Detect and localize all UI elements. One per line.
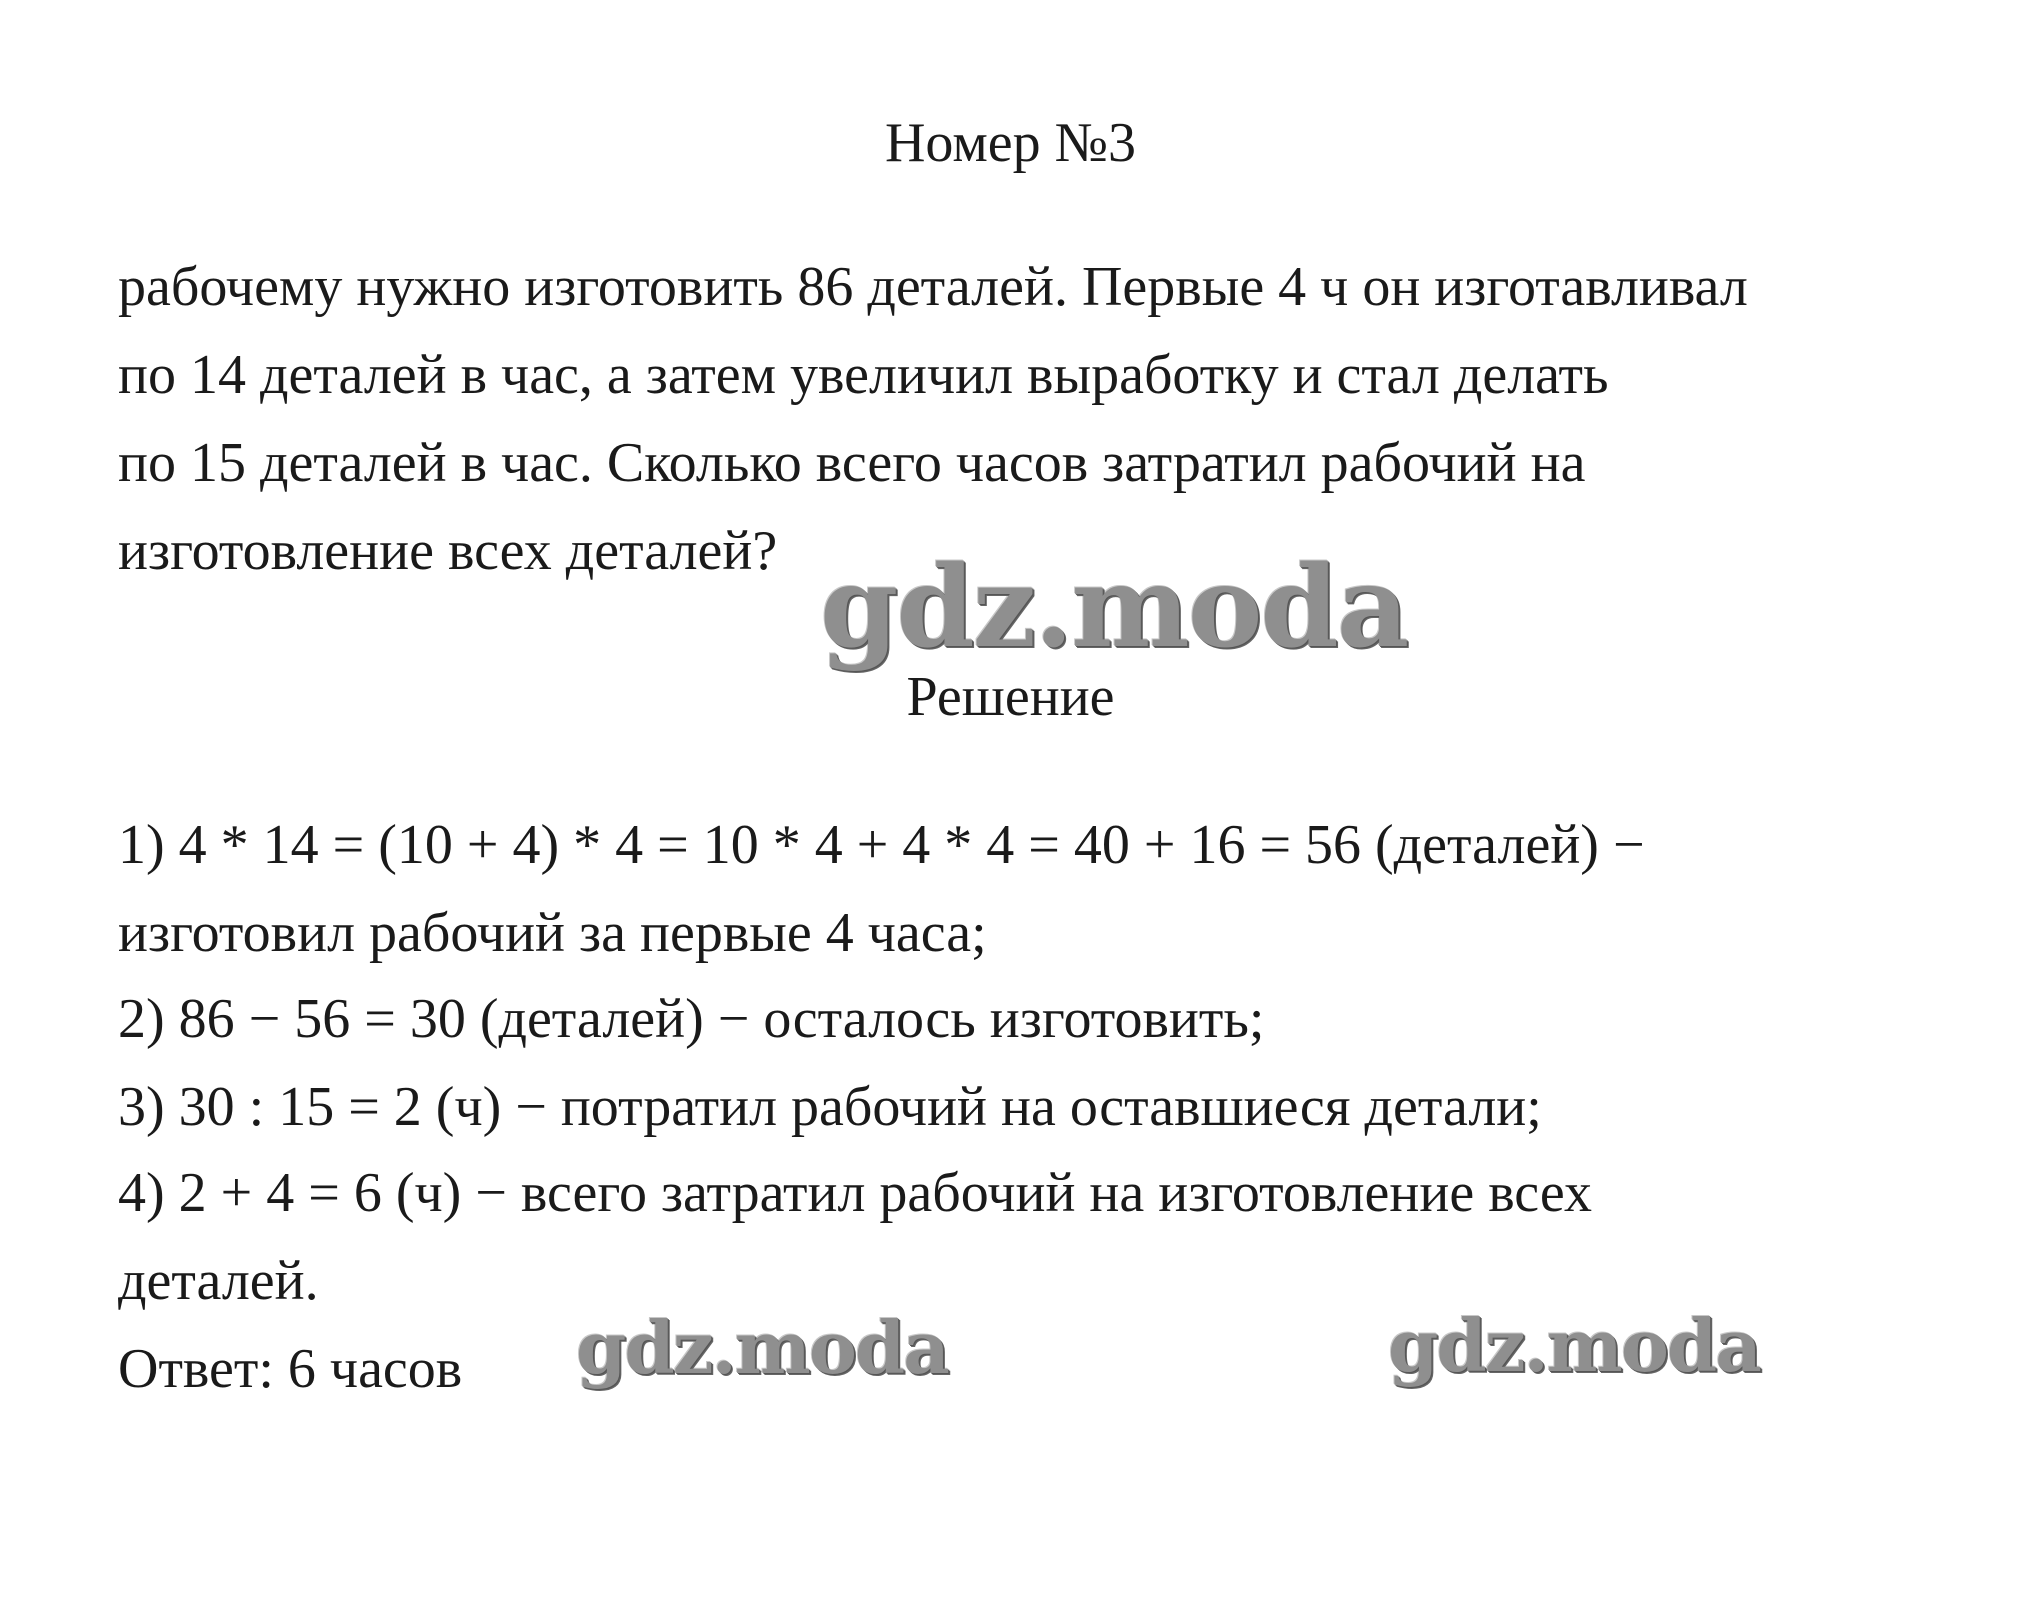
- solution-line-1: 1) 4 * 14 = (10 + 4) * 4 = 10 * 4 + 4 * 4 = 40 + 16 = 56 (деталей) −: [118, 814, 1645, 876]
- solution-line-3: 2) 86 − 56 = 30 (деталей) − осталось изготовить;: [118, 988, 1265, 1050]
- solution-line-6: деталей.: [118, 1250, 319, 1312]
- problem-line-1: рабочему нужно изготовить 86 деталей. Первые 4 ч он изготавливал: [118, 256, 1748, 318]
- watermark-logo: gdz.moda: [576, 1305, 948, 1390]
- solution-heading: Решение: [906, 666, 1115, 728]
- solution-line-2: изготовил рабочий за первые 4 часа;: [118, 902, 987, 964]
- watermark-logo: gdz.moda: [820, 542, 1408, 673]
- solution-line-4: 3) 30 : 15 = 2 (ч) − потратил рабочий на оставшиеся детали;: [118, 1076, 1542, 1138]
- solution-line-5: 4) 2 + 4 = 6 (ч) − всего затратил рабочий на изготовление всех: [118, 1162, 1592, 1224]
- problem-line-4: изготовление всех деталей?: [118, 520, 778, 582]
- problem-line-2: по 14 деталей в час, а затем увеличил выработку и стал делать: [118, 344, 1609, 406]
- page-title: Номер №3: [884, 112, 1137, 174]
- answer-line: Ответ: 6 часов: [118, 1338, 463, 1400]
- problem-line-3: по 15 деталей в час. Сколько всего часов затратил рабочий на: [118, 432, 1586, 494]
- watermark-logo: gdz.moda: [1388, 1303, 1760, 1388]
